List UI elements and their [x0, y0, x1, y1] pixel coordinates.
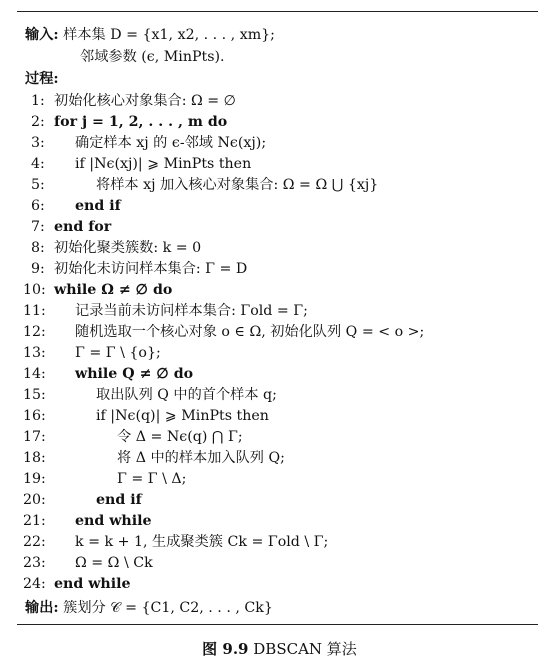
step-text: 初始化聚类簇数: k = 0	[54, 240, 202, 256]
step-number: 24:	[23, 576, 46, 592]
step-text: k = k + 1, 生成聚类簇 Ck = Γold \ Γ;	[75, 534, 329, 550]
input-row	[25, 25, 275, 45]
output-row	[25, 598, 273, 618]
step-text: end if	[96, 492, 142, 508]
step-text: for j = 1, 2, . . . , m do	[54, 114, 228, 130]
step-number: 20:	[23, 492, 46, 508]
step-text: if |Nϵ(q)| ⩾ MinPts then	[96, 408, 269, 424]
step-text: 初始化核心对象集合: Ω = ∅	[54, 93, 237, 109]
output-text: 簇划分 𝒞 = {C1, C2, . . . , Ck}	[63, 600, 273, 616]
step-text: while Q ≠ ∅ do	[75, 366, 194, 382]
input-params	[80, 47, 225, 67]
step-number: 15:	[23, 387, 46, 403]
step-number: 6:	[31, 198, 45, 214]
step-number: 8:	[31, 240, 45, 256]
caption-label: 图 9.9	[202, 640, 249, 658]
step-number: 18:	[23, 450, 46, 466]
step-text: 初始化未访问样本集合: Γ = D	[54, 261, 248, 277]
step-number: 23:	[23, 555, 46, 571]
process-row	[25, 69, 59, 89]
step-number: 1:	[31, 93, 45, 109]
algorithm-box	[17, 11, 538, 625]
caption-title: DBSCAN 算法	[253, 640, 357, 658]
step-number: 7:	[31, 219, 45, 235]
step-text: 取出队列 Q 中的首个样本 q;	[96, 387, 277, 403]
step-number: 4:	[31, 156, 45, 172]
step-number: 10:	[23, 282, 46, 298]
step-text: 记录当前未访问样本集合: Γold = Γ;	[75, 303, 308, 319]
figure-caption	[0, 639, 559, 659]
step-text: Ω = Ω \ Ck	[75, 555, 153, 571]
step-text: 将 Δ 中的样本加入队列 Q;	[117, 450, 285, 466]
step-number: 19:	[23, 471, 46, 487]
step-text: 随机选取一个核心对象 o ∈ Ω, 初始化队列 Q = < o >;	[75, 324, 425, 340]
step-text: 令 Δ = Nϵ(q) ⋂ Γ;	[117, 429, 243, 445]
step-text: if |Nϵ(xj)| ⩾ MinPts then	[75, 156, 252, 172]
step-number: 14:	[23, 366, 46, 382]
step-number: 5:	[31, 177, 45, 193]
step-text: 确定样本 xj 的 ϵ-邻域 Nϵ(xj);	[75, 135, 267, 151]
step-number: 9:	[31, 261, 45, 277]
input-dataset: 样本集 D = {x1, x2, . . . , xm};	[63, 27, 275, 43]
step-text: Γ = Γ \ {o};	[75, 345, 161, 361]
step-number: 2:	[31, 114, 45, 130]
step-text: end while	[75, 513, 152, 529]
step-number: 22:	[23, 534, 46, 550]
input-label: 输入:	[25, 27, 59, 43]
step-text: 将样本 xj 加入核心对象集合: Ω = Ω ⋃ {xj}	[96, 177, 379, 193]
input-neighborhood-params: 邻域参数 (ϵ, MinPts).	[80, 49, 225, 65]
process-label: 过程:	[25, 71, 59, 87]
step-text: end for	[54, 219, 112, 235]
step-text: Γ = Γ \ Δ;	[117, 471, 187, 487]
step-number: 21:	[23, 513, 46, 529]
step-number: 13:	[23, 345, 46, 361]
step-number: 16:	[23, 408, 46, 424]
step-text: while Ω ≠ ∅ do	[54, 282, 173, 298]
step-number: 12:	[23, 324, 46, 340]
step-text: end while	[54, 576, 131, 592]
step-number: 17:	[23, 429, 46, 445]
step-text: end if	[75, 198, 121, 214]
output-label: 输出:	[25, 600, 59, 616]
step-number: 11:	[23, 303, 46, 319]
step-number: 3:	[31, 135, 45, 151]
